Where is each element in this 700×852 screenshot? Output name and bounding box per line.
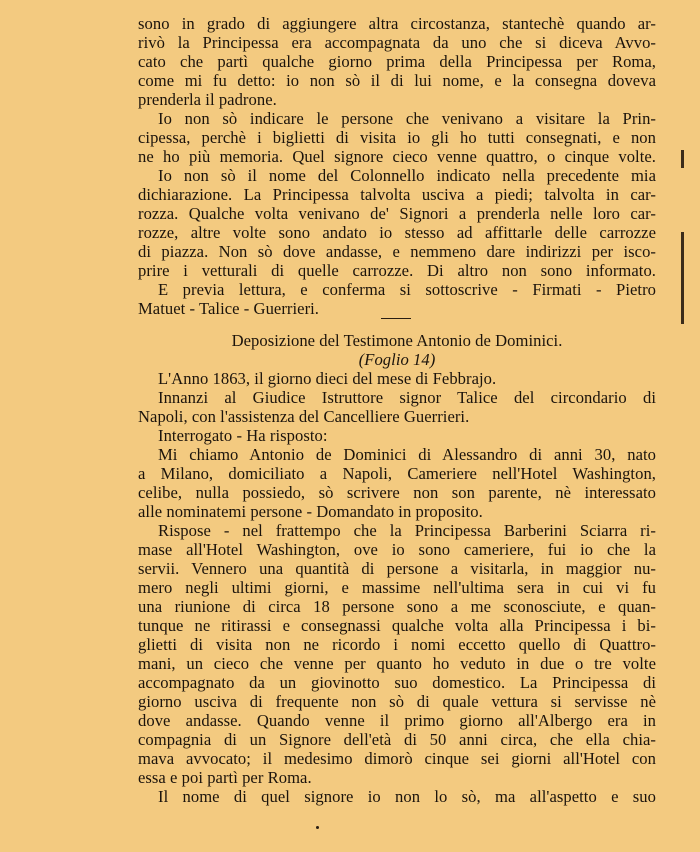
text-line: E previa lettura, e conferma si sottoscrive - Firmati - Pietro [158,280,656,299]
text-line: mase all'Hotel Washington, ove io sono cameriere, fui io che la [138,540,656,559]
text-line: tunque ne ritirassi e consegnassi qualche volta alla Principessa i bi- [138,616,656,635]
text-line: dove andasse. Quando venne il primo giorno all'Albergo era in [138,711,656,730]
margin-mark [681,150,684,168]
section-divider [381,318,411,319]
text-line: prenderla il padrone. [138,90,277,109]
text-line: mava avvocato; il medesimo dimorò cinque sei giorni all'Hotel con [138,749,656,768]
text-line: come mi fu detto: io non sò il di lui nome, e la consegna doveva [138,71,656,90]
text-line: essa e poi partì per Roma. [138,768,312,787]
text-line: prire i vetturali di quelle carrozze. Di altro non sono informato. [138,261,656,280]
text-line: Matuet - Talice - Guerrieri. [138,299,319,318]
text-line: alle nominatemi persone - Domandato in proposito. [138,502,483,521]
text-line: mani, un cieco che venne per quanto ho veduto in due o tre volte [138,654,656,673]
text-line: mero negli ultimi giorni, e massime nell'ultima sera in cui vi fu [138,578,656,597]
text-line: servii. Vennero una quantità di persone a visitarla, in maggior nu- [138,559,656,578]
text-line: Mi chiamo Antonio de Dominici di Alessandro di anni 30, nato [158,445,656,464]
text-line: L'Anno 1863, il giorno dieci del mese di Febbrajo. [158,369,497,388]
text-line: rozza. Qualche volta venivano de' Signori a prenderla nelle loro car- [138,204,656,223]
text-line: dichiarazione. La Principessa talvolta usciva a piedi; talvolta in car- [138,185,656,204]
text-line: rozze, altre volte sono andato io stesso ad affittarle delle carrozze [138,223,656,242]
text-line: Il nome di quel signore io non lo sò, ma all'aspetto e suo [158,787,656,806]
text-line: Interrogato - Ha risposto: [158,426,328,445]
text-line: giorno usciva di frequente non sò di quale vettura si servisse nè [138,692,656,711]
text-line: Io non sò il nome del Colonnello indicato nella precedente mia [158,166,656,185]
text-line: Rispose - nel frattempo che la Principessa Barberini Sciarra ri- [158,521,656,540]
margin-mark [681,232,684,324]
text-line: cato che partì qualche giorno prima della Principessa per Roma, [138,52,656,71]
text-line: Napoli, con l'assistenza del Cancelliere Guerrieri. [138,407,470,426]
text-line: compagnia di un Signore dell'età di 50 anni circa, che ella chia- [138,730,656,749]
ink-speck [316,826,319,829]
text-line: accompagnato da un giovinotto suo domestico. La Principessa di [138,673,656,692]
text-line: cipessa, perchè i biglietti di visita io gli ho tutti consegnati, e non [138,128,656,147]
text-line: Innanzi al Giudice Istruttore signor Talice del circondario di [158,388,656,407]
folio-reference: (Foglio 14) [358,350,436,369]
text-line: a Milano, domiciliato a Napoli, Cameriere nell'Hotel Washington, [138,464,656,483]
section-heading: Deposizione del Testimone Antonio de Dominici. [231,331,563,350]
text-line: ne ho più memoria. Quel signore cieco venne quattro, o cinque volte. [138,147,656,166]
text-line: glietti di visita non ne ricordo i nomi eccetto quello di Quattro- [138,635,656,654]
text-line: sono in grado di aggiungere altra circostanza, stantechè quando ar- [138,14,656,33]
text-line: una riunione di circa 18 persone sono a me sconosciute, e quan- [138,597,656,616]
text-line: Io non sò indicare le persone che venivano a visitare la Prin- [158,109,656,128]
text-line: celibe, nulla possiedo, sò scrivere non son parente, nè interessato [138,483,656,502]
text-line: di piazza. Non sò dove andasse, e nemmeno dare indirizzi per isco- [138,242,656,261]
text-line: rivò la Principessa era accompagnata da uno che si diceva Avvo- [138,33,656,52]
